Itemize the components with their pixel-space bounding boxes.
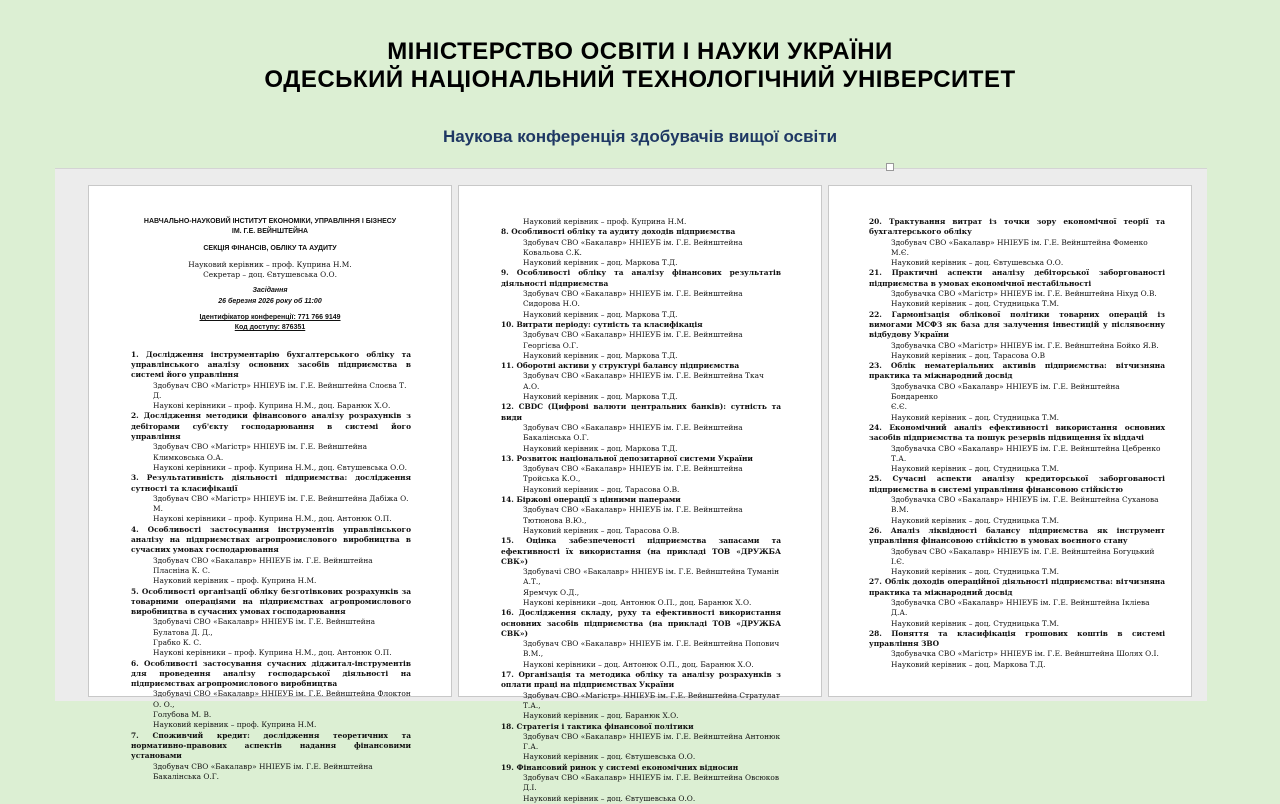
entry-number: 22. bbox=[869, 309, 882, 319]
page2-top-line: Науковий керівник – проф. Куприна Н.М. bbox=[523, 217, 687, 226]
entry-number: 27. bbox=[869, 577, 882, 587]
entry-detail-line: Здобувач СВО «Бакалавр» ННІЕУБ ім. Г.Е. Вейнштейна Богуцький І.Є. bbox=[891, 546, 1155, 566]
entry-title-text: Трактування витрат із точки зору економічної теорії та бухгалтерського обліку bbox=[869, 217, 1165, 237]
document-page-1 bbox=[88, 185, 452, 781]
document-page-2 bbox=[458, 185, 822, 803]
entry-title-text: Фінансовий ринок у системі економічних відносин bbox=[516, 762, 739, 772]
entry-detail-line: Науковий керівник – доц. Тарасова О.В. bbox=[523, 525, 680, 535]
entry-detail-line: Здобувач СВО «Магістр» ННІЕУБ ім. Г.Е. Вейнштейна Слоєва Т. Д. bbox=[153, 380, 407, 400]
entry-item bbox=[501, 402, 781, 453]
entry-title bbox=[131, 659, 411, 690]
entry-detail-line: Здобувачка СВО «Бакалавр» ННІЕУБ ім. Г.Е. Вейнштейна Цебренко Т.А. bbox=[891, 443, 1161, 463]
entry-item bbox=[869, 217, 1165, 268]
entry-detail-line: Наукові керівники – проф. Куприна Н.М., доц. Баранюк Х.О. bbox=[153, 401, 391, 411]
entry-title-text: Економічний аналіз ефективності використання основних засобів підприємства та пошук резервів підвищення їх віддачі bbox=[869, 422, 1165, 443]
entry-number: 6. bbox=[131, 658, 139, 668]
entries-list-page-1 bbox=[89, 350, 451, 782]
entry-number: 3. bbox=[131, 473, 139, 483]
entry-detail-line: Є.Є. bbox=[891, 402, 908, 412]
entry-title-text: Особливості застосування сучасних діджитал-інструментів для проведення аналізу господарської діяльності на підприємствах агропромислового виробництва bbox=[131, 658, 411, 689]
entry-item bbox=[501, 608, 781, 670]
entries-list-page-3 bbox=[829, 217, 1191, 670]
entry-item bbox=[501, 670, 782, 721]
entry-number: 19. bbox=[501, 762, 514, 772]
entry-detail-line: Здобувачка СВО «Магістр» ННІЕУБ ім. Г.Е. Вейнштейна Бойко Я.В. bbox=[891, 340, 1159, 350]
entry-detail-line: Науковий керівник – доц. Студницька Т.М. bbox=[891, 299, 1060, 309]
entry-title bbox=[131, 350, 411, 381]
entry-detail-line: Науковий керівник – доц. Маркова Т.Д. bbox=[891, 659, 1046, 669]
entry-item bbox=[501, 721, 781, 763]
entry-number: 13. bbox=[501, 453, 514, 463]
entry-item bbox=[869, 422, 1165, 474]
entry-title-text: Оцінка забезпеченості підприємства запасами та ефективності їх використання (на прикладі ТОВ «ДРУЖБА СВК») bbox=[501, 536, 781, 566]
entry-title bbox=[501, 722, 781, 732]
access-code[interactable]: Код доступу: 876351 bbox=[234, 324, 306, 332]
entry-number: 8. bbox=[501, 227, 509, 237]
entry-title bbox=[501, 402, 781, 423]
entry-title-text: Поняття та класифікація грошових коштів в системі управління ЗВО bbox=[869, 628, 1165, 649]
entry-title bbox=[869, 629, 1165, 650]
entry-detail-line: Науковий керівник – доц. Євтушевська О.О. bbox=[891, 258, 1064, 268]
entry-title bbox=[501, 320, 781, 330]
entry-detail-line: Науковий керівник – проф. Куприна Н.М. bbox=[153, 576, 317, 586]
entry-detail-line: Науковий керівник – доц. Студницька Т.М. bbox=[891, 515, 1060, 525]
entry-detail-line: Науковий керівник – доц. Студницька Т.М. bbox=[891, 412, 1060, 422]
entry-item bbox=[869, 628, 1165, 670]
entry-detail-line: Яремчук О.Д., bbox=[523, 587, 580, 597]
entry-title bbox=[131, 411, 411, 442]
entry-title bbox=[869, 577, 1165, 598]
entry-item bbox=[501, 227, 781, 268]
entry-title-text: Споживчий кредит: дослідження теоретичних та нормативно-правових аспектів надання фінансовими установами bbox=[131, 730, 411, 761]
entry-title bbox=[501, 495, 781, 505]
entry-item bbox=[501, 453, 781, 495]
meeting-label: Засідання bbox=[252, 287, 288, 295]
section-supervisor: Науковий керівник – проф. Куприна Н.М. bbox=[188, 259, 352, 269]
entry-detail-line: Здобувач СВО «Магістр» ННІЕУБ ім. Г.Е. Вейнштейна Стратулат Т.А., bbox=[523, 690, 780, 710]
entry-detail-line: Здобувач СВО «Бакалавр» ННІЕУБ ім. Г.Е. Вейнштейна Тройська К.О., bbox=[523, 464, 743, 484]
entry-item bbox=[869, 525, 1165, 577]
entry-item bbox=[501, 268, 782, 319]
entry-detail-line: Науковий керівник – доц. Маркова Т.Д. bbox=[523, 443, 678, 453]
entry-detail-line: Здобувач СВО «Бакалавр» ННІЕУБ ім. Г.Е. Вейнштейна Пласніна К. С. bbox=[153, 555, 373, 575]
entry-item bbox=[131, 473, 411, 524]
entry-detail-line: Здобувач СВО «Бакалавр» ННІЕУБ ім. Г.Е. Вейнштейна Бакалінська О.Г. bbox=[153, 761, 373, 781]
entry-title-text: Дослідження складу, руху та ефективності використання основних засобів підприємства (на прикладі ТОВ «ДРУЖБА СВК») bbox=[501, 608, 781, 638]
entry-detail-line: Науковий керівник – доц. Тарасова О.В. bbox=[523, 484, 680, 494]
entry-item bbox=[501, 762, 781, 804]
entry-item bbox=[131, 658, 411, 731]
entry-title bbox=[501, 454, 781, 464]
entry-number: 11. bbox=[501, 361, 514, 371]
entry-number: 5. bbox=[131, 586, 139, 596]
entry-number: 4. bbox=[131, 524, 139, 534]
entry-detail-line: Наукові керівники – проф. Куприна Н.М., доц. Євтушевська О.О. bbox=[153, 462, 407, 472]
entry-title-text: Сучасні аспекти аналізу кредиторської заборгованості підприємства в системі управління фінансовою стійкістю bbox=[869, 474, 1165, 494]
entry-detail-line: Науковий керівник – доц. Євтушевська О.О. bbox=[523, 793, 696, 803]
entry-title-text: Дослідження методики фінансового аналізу розрахунків з дебіторами суб'єкту господарювання в системі його управління bbox=[131, 411, 411, 442]
entry-detail-line: Голубова М. В. bbox=[153, 710, 212, 720]
entry-title-text: Особливості організації обліку безготівкових розрахунків за товарними операціями на підприємствах агропромислового виробництва в сучасних умовах господарювання bbox=[131, 586, 412, 617]
entry-title-text: Стратегія і тактика фінансової політики bbox=[516, 721, 694, 731]
entry-number: 10. bbox=[501, 319, 514, 329]
conference-subtitle: Наукова конференція здобувачів вищої освіти bbox=[442, 127, 838, 146]
entry-title-text: Гармонізація облікової політики товарних операцій із вимогами МСФЗ як база для залучення інвестицій у післявоєнну відбудову України bbox=[869, 309, 1165, 340]
entry-title-text: Оборотні активи у структурі балансу підприємства bbox=[516, 361, 740, 371]
entry-title bbox=[501, 608, 781, 639]
entry-title bbox=[869, 474, 1165, 495]
entry-detail-line: Здобувач СВО «Бакалавр» ННІЕУБ ім. Г.Е. Вейнштейна Бакалінська О.Г. bbox=[523, 422, 743, 443]
entry-detail-line: Науковий керівник – доц. Студницька Т.М. bbox=[891, 464, 1060, 474]
entry-item bbox=[131, 411, 411, 473]
entry-number: 17. bbox=[501, 670, 514, 680]
entry-detail-line: Здобувачка СВО «Бакалавр» ННІЕУБ ім. Г.Е. Вейнштейна Суханова В.М. bbox=[891, 495, 1159, 515]
entry-number: 24. bbox=[869, 422, 882, 432]
entry-title-text: Особливості застосування інструментів управлінського аналізу на підприємствах агропромислового виробництва в сучасних умовах господарювання bbox=[131, 524, 411, 555]
entry-detail-line: Здобувач СВО «Бакалавр» ННІЕУБ ім. Г.Е. Вейнштейна Ткач А.О. bbox=[523, 371, 764, 391]
entry-title-text: Облік нематеріальних активів підприємства: вітчизняна практика та міжнародний досвід bbox=[869, 361, 1165, 381]
entry-title bbox=[869, 217, 1165, 238]
entry-detail-line: Наукові керівники – доц. Антонюк О.П., доц. Баранюк Х.О. bbox=[523, 659, 754, 669]
entry-title-text: Практичні аспекти аналізу дебіторської заборгованості підприємства в умовах економічної нестабільності bbox=[869, 268, 1166, 288]
entry-title bbox=[869, 310, 1165, 341]
entry-detail-line: Здобувач СВО «Бакалавр» ННІЕУБ ім. Г.Е. Вейнштейна Ковальова С.К. bbox=[523, 237, 743, 257]
entry-title-text: Організація та методика обліку та аналізу розрахунків з оплати праці на підприємствах України bbox=[501, 670, 782, 690]
entry-detail-line: Здобувач СВО «Магістр» ННІЕУБ ім. Г.Е. Вейнштейна Дабіжа О. М. bbox=[153, 493, 409, 514]
entry-item bbox=[869, 309, 1165, 361]
entry-detail-line: Здобувач СВО «Бакалавр» ННІЕУБ ім. Г.Е. Вейнштейна Тютюнова В.Ю., bbox=[523, 505, 743, 525]
institute-name: НАВЧАЛЬНО-НАУКОВИЙ ІНСТИТУТ ЕКОНОМІКИ, УПРАВЛІННЯ І БІЗНЕСУ bbox=[143, 218, 397, 225]
entry-number: 21. bbox=[869, 268, 882, 278]
entry-number: 15. bbox=[501, 536, 514, 546]
entry-detail-line: Здобувач СВО «Бакалавр» ННІЕУБ ім. Г.Е. Вейнштейна Георгієва О.Г. bbox=[523, 330, 743, 350]
entry-detail-line: Здобувачі СВО «Бакалавр» ННІЕУБ ім. Г.Е. Вейнштейна Флоктон О. О., bbox=[153, 689, 411, 709]
entry-title-text: CBDC (Цифрові валюти центральних банків): сутність та види bbox=[501, 402, 781, 422]
entry-detail-line: Здобувачка СВО «Бакалавр» ННІЕУБ ім. Г.Е. Вейнштейна Ікліева Д.А. bbox=[891, 597, 1150, 618]
university-title: ОДЕСЬКИЙ НАЦІОНАЛЬНИЙ ТЕХНОЛОГІЧНИЙ УНІВЕРСИТЕТ bbox=[264, 66, 1016, 93]
entry-detail-line: Наукові керівники –доц. Антонюк О.П., доц. Баранюк Х.О. bbox=[523, 597, 752, 607]
entry-title-text: Результативність діяльності підприємства: дослідження сутності та класифікації bbox=[131, 473, 411, 493]
entry-item bbox=[869, 268, 1166, 309]
entry-detail-line: Науковий керівник – доц. Студницька Т.М. bbox=[891, 567, 1060, 577]
entry-number: 16. bbox=[501, 608, 514, 618]
entry-detail-line: Здобувач СВО «Бакалавр» ННІЕУБ ім. Г.Е. Вейнштейна Антонюк Г.А. bbox=[523, 731, 781, 752]
entry-title bbox=[501, 763, 781, 773]
meeting-date: 26 березня 2026 року об 11:00 bbox=[218, 297, 322, 305]
entry-title bbox=[501, 227, 781, 237]
entry-detail-line: Здобувачі СВО «Бакалавр» ННІЕУБ ім. Г.Е. Вейнштейна Туманін А.Т., bbox=[523, 567, 780, 587]
entry-number: 1. bbox=[131, 349, 139, 359]
entry-detail-line: Науковий керівник – доц. Тарасова О.В bbox=[891, 350, 1046, 360]
entry-title bbox=[501, 268, 781, 289]
entry-item bbox=[501, 361, 781, 402]
entry-detail-line: Здобувач СВО «Магістр» ННІЕУБ ім. Г.Е. Вейнштейна Климковська О.А. bbox=[153, 442, 367, 462]
entry-number: 28. bbox=[869, 628, 882, 638]
entry-detail-line: Здобувачка СВО «Магістр» ННІЕУБ ім. Г.Е. Вейнштейна Ніхуд О.В. bbox=[891, 289, 1157, 299]
entry-detail-line: Здобувачка СВО «Магістр» ННІЕУБ ім. Г.Е. Вейнштейна Шолях О.І. bbox=[891, 649, 1159, 659]
entry-title bbox=[869, 361, 1165, 382]
entry-detail-line: Науковий керівник – доц. Маркова Т.Д. bbox=[523, 392, 678, 402]
entry-detail-line: Наукові керівники – проф. Куприна Н.М., доц. Антонюк О.П. bbox=[153, 514, 392, 524]
entry-title-text: Особливості обліку та аудиту доходів підприємства bbox=[511, 227, 736, 237]
entry-detail-line: Грабко К. С. bbox=[153, 637, 202, 647]
document-page-3 bbox=[828, 185, 1192, 697]
entry-item bbox=[869, 474, 1165, 525]
entry-detail-line: Науковий керівник – доц. Маркова Т.Д. bbox=[523, 350, 678, 360]
entry-number: 14. bbox=[501, 495, 514, 505]
entry-number: 7. bbox=[131, 730, 139, 740]
entry-number: 23. bbox=[869, 361, 882, 371]
entry-detail-line: Наукові керівники – проф. Куприна Н.М., доц. Антонюк О.П. bbox=[153, 648, 392, 658]
entry-title-text: Особливості обліку та аналізу фінансових результатів діяльності підприємства bbox=[501, 268, 782, 288]
entry-title-text: Аналіз ліквідності балансу підприємства як інструмент управління фінансовою стійкістю в умовах воєнного стану bbox=[869, 525, 1165, 546]
entry-title bbox=[131, 473, 411, 494]
entry-title-text: Витрати періоду: сутність та класифікація bbox=[516, 319, 703, 329]
entry-title bbox=[869, 423, 1165, 444]
entry-title bbox=[131, 587, 411, 618]
entry-detail-line: Науковий керівник – доц. Маркова Т.Д. bbox=[523, 309, 678, 319]
entry-title-text: Облік доходів операційної діяльності підприємства: вітчизняна практика та міжнародний досвід bbox=[869, 577, 1165, 597]
entry-title bbox=[501, 361, 781, 371]
entry-item bbox=[131, 730, 411, 782]
conference-id[interactable]: Ідентифікатор конференції: 771 766 9149 bbox=[199, 314, 341, 322]
ministry-title: МІНІСТЕРСТВО ОСВІТИ І НАУКИ УКРАЇНИ bbox=[387, 38, 893, 65]
entry-title-text: Дослідження інструментарію бухгалтерського обліку та управлінського аналізу основних засобів підприємства в системі його управління bbox=[131, 349, 411, 380]
entry-title bbox=[131, 731, 411, 762]
section-secretary: Секретар – доц. Євтушевська О.О. bbox=[203, 270, 337, 280]
entry-detail-line: Здобувачі СВО «Бакалавр» ННІЕУБ ім. Г.Е. Вейнштейна Булатова Д. Д., bbox=[153, 617, 376, 637]
entry-detail-line: Науковий керівник – доц. Євтушевська О.О. bbox=[523, 752, 696, 762]
resize-handle[interactable] bbox=[886, 163, 894, 171]
entry-number: 20. bbox=[869, 217, 882, 226]
entry-detail-line: Здобувач СВО «Бакалавр» ННІЕУБ ім. Г.Е. Вейнштейна Попович В.М., bbox=[523, 639, 780, 659]
entry-title bbox=[869, 268, 1165, 289]
entry-item bbox=[131, 349, 411, 412]
entry-detail-line: Здобувачка СВО «Бакалавр» ННІЕУБ ім. Г.Е. Вейнштейна Бондаренко bbox=[891, 381, 1120, 402]
entry-item bbox=[131, 586, 412, 659]
entry-item bbox=[501, 319, 781, 361]
entry-detail-line: Здобувач СВО «Бакалавр» ННІЕУБ ім. Г.Е. Вейнштейна Овсюков Д.І. bbox=[523, 773, 780, 793]
institute-name-2: ІМ. Г.Е. ВЕЙНШТЕЙНА bbox=[231, 228, 309, 236]
entry-detail-line: Науковий керівник – проф. Куприна Н.М. bbox=[153, 720, 317, 730]
entry-number: 9. bbox=[501, 268, 509, 278]
section-name: СЕКЦІЯ ФІНАНСІВ, ОБЛІКУ ТА АУДИТУ bbox=[203, 244, 337, 252]
entry-title-text: Біржові операції з цінними паперами bbox=[516, 495, 681, 505]
entry-detail-line: Науковий керівник – доц. Маркова Т.Д. bbox=[523, 258, 678, 268]
entry-detail-line: Здобувач СВО «Бакалавр» ННІЕУБ ім. Г.Е. Вейнштейна Фоменко М.Є. bbox=[891, 237, 1148, 257]
entry-number: 2. bbox=[131, 411, 139, 421]
entry-number: 12. bbox=[501, 402, 514, 412]
entry-number: 18. bbox=[501, 721, 514, 731]
entry-detail-line: Науковий керівник – доц. Студницька Т.М. bbox=[891, 618, 1060, 628]
entry-item bbox=[131, 524, 411, 587]
entry-detail-line: Здобувач СВО «Бакалавр» ННІЕУБ ім. Г.Е. Вейнштейна Сидорова Н.О. bbox=[523, 289, 743, 309]
entry-item bbox=[869, 361, 1165, 423]
entry-item bbox=[501, 495, 781, 536]
entry-number: 25. bbox=[869, 474, 882, 484]
entry-title bbox=[131, 525, 411, 556]
entry-title bbox=[869, 526, 1165, 547]
entry-number: 26. bbox=[869, 525, 882, 535]
entry-item bbox=[869, 577, 1165, 628]
entry-title-text: Розвиток національної депозитарної системи України bbox=[516, 453, 753, 463]
entry-title bbox=[501, 536, 781, 567]
entry-title bbox=[501, 670, 781, 691]
entry-item bbox=[501, 536, 781, 608]
entries-list-page-2 bbox=[459, 227, 821, 804]
entry-detail-line: Науковий керівник – доц. Баранюк Х.О. bbox=[523, 711, 679, 721]
